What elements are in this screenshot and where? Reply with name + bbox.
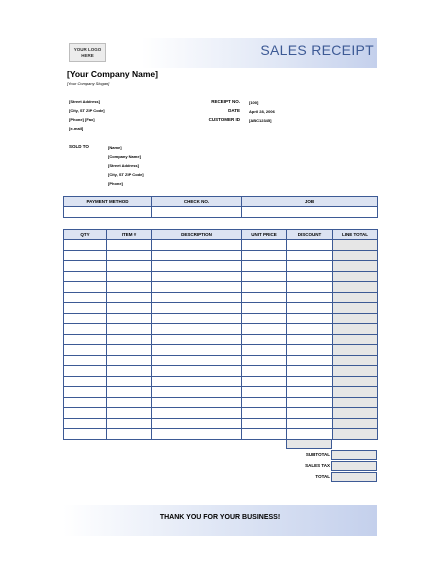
- description-cell[interactable]: [152, 366, 242, 377]
- table-row: [64, 261, 378, 272]
- unit-price-cell[interactable]: [242, 429, 287, 440]
- unit-price-cell[interactable]: [242, 324, 287, 335]
- payment-method-cell[interactable]: [64, 207, 152, 218]
- table-row: [64, 376, 378, 387]
- qty-cell[interactable]: [64, 313, 107, 324]
- item-number-cell[interactable]: [107, 376, 152, 387]
- item-number-cell[interactable]: [107, 387, 152, 398]
- item-number-cell[interactable]: [107, 334, 152, 345]
- item-number-cell[interactable]: [107, 429, 152, 440]
- item-number-cell[interactable]: [107, 250, 152, 261]
- discount-cell[interactable]: [287, 334, 333, 345]
- line-total-cell[interactable]: [333, 355, 378, 366]
- payment-header-row: [64, 197, 378, 207]
- description-cell[interactable]: [152, 324, 242, 335]
- qty-cell[interactable]: [64, 376, 107, 387]
- qty-cell[interactable]: [64, 303, 107, 314]
- sold-to-company: [Company Name]: [108, 154, 141, 159]
- discount-cell[interactable]: [287, 324, 333, 335]
- item-number-cell[interactable]: [107, 418, 152, 429]
- unit-price-cell[interactable]: [242, 271, 287, 282]
- line-total-cell[interactable]: [333, 313, 378, 324]
- date-value: April 28, 2006: [249, 108, 275, 114]
- sold-to-street: [Street Address]: [108, 163, 139, 168]
- item-number-cell[interactable]: [107, 355, 152, 366]
- line-total-cell[interactable]: [333, 334, 378, 345]
- unit-price-cell[interactable]: [242, 250, 287, 261]
- discount-cell[interactable]: [287, 408, 333, 419]
- discount-cell[interactable]: [287, 418, 333, 429]
- unit-price-cell[interactable]: [242, 408, 287, 419]
- table-row: [64, 355, 378, 366]
- thank-you-message: THANK YOU FOR YOUR BUSINESS!: [159, 514, 281, 521]
- item-number-cell[interactable]: [107, 324, 152, 335]
- description-cell[interactable]: [152, 397, 242, 408]
- description-cell[interactable]: [152, 408, 242, 419]
- company-slogan: [Your Company Slogan]: [67, 81, 110, 86]
- check-no-cell[interactable]: [152, 207, 242, 218]
- discount-cell[interactable]: [287, 366, 333, 377]
- qty-cell[interactable]: [64, 429, 107, 440]
- line-total-cell[interactable]: [333, 397, 378, 408]
- page-title: SALES RECEIPT: [260, 42, 374, 58]
- item-number-cell[interactable]: [107, 261, 152, 272]
- description-cell[interactable]: [152, 313, 242, 324]
- qty-cell[interactable]: [64, 292, 107, 303]
- description-cell[interactable]: [152, 429, 242, 440]
- table-row: [64, 324, 378, 335]
- discount-cell[interactable]: [287, 282, 333, 293]
- qty-cell[interactable]: [64, 334, 107, 345]
- items-header-row: [64, 230, 378, 240]
- description-cell[interactable]: [152, 334, 242, 345]
- company-city: [City, ST ZIP Code]: [69, 108, 105, 113]
- qty-cell[interactable]: [64, 240, 107, 251]
- unit-price-cell[interactable]: [242, 418, 287, 429]
- description-cell[interactable]: [152, 376, 242, 387]
- job-cell[interactable]: [242, 207, 378, 218]
- job-header: JOB: [242, 197, 378, 207]
- sold-to-label: SOLD TO: [69, 144, 89, 149]
- description-cell[interactable]: [152, 418, 242, 429]
- payment-row: [64, 207, 378, 218]
- description-cell[interactable]: [152, 292, 242, 303]
- description-cell[interactable]: [152, 250, 242, 261]
- discount-header: DISCOUNT: [287, 230, 333, 240]
- qty-cell[interactable]: [64, 408, 107, 419]
- discount-cell[interactable]: [287, 271, 333, 282]
- line-total-cell[interactable]: [333, 303, 378, 314]
- description-cell[interactable]: [152, 345, 242, 356]
- item-number-cell[interactable]: [107, 282, 152, 293]
- date-label: DATE: [228, 108, 240, 113]
- sold-to-phone: [Phone]: [108, 181, 123, 186]
- discount-cell[interactable]: [287, 429, 333, 440]
- line-total-cell[interactable]: [333, 366, 378, 377]
- unit-price-cell[interactable]: [242, 292, 287, 303]
- unit-price-cell[interactable]: [242, 397, 287, 408]
- receipt-no-value: [100]: [249, 99, 259, 105]
- discount-cell[interactable]: [287, 355, 333, 366]
- table-row: [64, 387, 378, 398]
- unit-price-cell[interactable]: [242, 313, 287, 324]
- discount-cell[interactable]: [287, 303, 333, 314]
- table-row: [64, 313, 378, 324]
- company-street: [Street Address]: [69, 99, 100, 104]
- company-name: [Your Company Name]: [67, 69, 158, 79]
- unit-price-cell[interactable]: [242, 334, 287, 345]
- unit-price-cell[interactable]: [242, 261, 287, 272]
- payment-table: [63, 196, 378, 218]
- payment-method-header: PAYMENT METHOD: [64, 197, 152, 207]
- line-total-cell[interactable]: [333, 376, 378, 387]
- description-cell[interactable]: [152, 303, 242, 314]
- unit-price-header: UNIT PRICE: [242, 230, 287, 240]
- discount-cell[interactable]: [287, 313, 333, 324]
- table-row: [64, 345, 378, 356]
- description-cell[interactable]: [152, 240, 242, 251]
- total-label: TOTAL: [315, 474, 330, 479]
- item-number-cell[interactable]: [107, 240, 152, 251]
- qty-cell[interactable]: [64, 397, 107, 408]
- unit-price-cell[interactable]: [242, 376, 287, 387]
- unit-price-cell[interactable]: [242, 387, 287, 398]
- line-total-cell[interactable]: [333, 282, 378, 293]
- sales-tax-value[interactable]: [331, 461, 377, 471]
- unit-price-cell[interactable]: [242, 282, 287, 293]
- line-total-cell[interactable]: [333, 324, 378, 335]
- qty-cell[interactable]: [64, 282, 107, 293]
- line-total-cell[interactable]: [333, 292, 378, 303]
- line-total-cell[interactable]: [333, 408, 378, 419]
- receipt-no-label: RECEIPT NO.: [211, 99, 240, 104]
- qty-cell[interactable]: [64, 355, 107, 366]
- qty-header: QTY: [64, 230, 107, 240]
- line-total-cell[interactable]: [333, 240, 378, 251]
- unit-price-cell[interactable]: [242, 355, 287, 366]
- item-number-cell[interactable]: [107, 292, 152, 303]
- discount-cell[interactable]: [287, 376, 333, 387]
- customer-id-label: CUSTOMER ID: [208, 117, 240, 122]
- company-phone: [Phone] [Fax]: [69, 117, 95, 122]
- total-value[interactable]: [331, 472, 377, 482]
- subtotal-label: SUBTOTAL: [305, 452, 330, 457]
- line-total-cell[interactable]: [333, 418, 378, 429]
- description-cell[interactable]: [152, 355, 242, 366]
- unit-price-cell[interactable]: [242, 366, 287, 377]
- description-cell[interactable]: [152, 261, 242, 272]
- table-row: [64, 250, 378, 261]
- table-row: [64, 397, 378, 408]
- items-table: [63, 229, 378, 440]
- company-email: [e-mail]: [69, 126, 84, 131]
- description-cell[interactable]: [152, 387, 242, 398]
- table-row: [64, 408, 378, 419]
- item-number-cell[interactable]: [107, 345, 152, 356]
- qty-cell[interactable]: [64, 271, 107, 282]
- line-total-header: LINE TOTAL: [333, 230, 378, 240]
- line-total-cell[interactable]: [333, 429, 378, 440]
- discount-cell[interactable]: [287, 261, 333, 272]
- check-no-header: CHECK NO.: [152, 197, 242, 207]
- qty-cell[interactable]: [64, 387, 107, 398]
- item-number-cell[interactable]: [107, 303, 152, 314]
- item-number-header: ITEM #: [107, 230, 152, 240]
- qty-cell[interactable]: [64, 366, 107, 377]
- qty-cell[interactable]: [64, 250, 107, 261]
- table-row: [64, 429, 378, 440]
- unit-price-cell[interactable]: [242, 303, 287, 314]
- table-row: [64, 271, 378, 282]
- sold-to-city: [City, ST ZIP Code]: [108, 172, 144, 177]
- table-row: [64, 418, 378, 429]
- line-total-cell[interactable]: [333, 261, 378, 272]
- table-row: [64, 282, 378, 293]
- sold-to-name: [Name]: [108, 145, 122, 150]
- subtotal-value[interactable]: [331, 450, 377, 460]
- discount-cell[interactable]: [287, 397, 333, 408]
- item-number-cell[interactable]: [107, 313, 152, 324]
- item-number-cell[interactable]: [107, 397, 152, 408]
- unit-price-cell[interactable]: [242, 240, 287, 251]
- qty-cell[interactable]: [64, 418, 107, 429]
- discount-cell[interactable]: [287, 292, 333, 303]
- sales-tax-label: SALES TAX: [305, 463, 330, 468]
- table-row: [64, 334, 378, 345]
- line-total-cell[interactable]: [333, 387, 378, 398]
- line-total-cell[interactable]: [333, 345, 378, 356]
- table-row: [64, 303, 378, 314]
- logo-placeholder: YOUR LOGO HERE: [69, 43, 106, 62]
- description-cell[interactable]: [152, 282, 242, 293]
- item-number-cell[interactable]: [107, 366, 152, 377]
- discount-cell[interactable]: [287, 345, 333, 356]
- customer-id-value: [ABC12345]: [249, 117, 272, 123]
- discount-cell[interactable]: [287, 250, 333, 261]
- description-cell[interactable]: [152, 271, 242, 282]
- line-total-cell[interactable]: [333, 250, 378, 261]
- qty-cell[interactable]: [64, 261, 107, 272]
- unit-price-cell[interactable]: [242, 345, 287, 356]
- item-number-cell[interactable]: [107, 271, 152, 282]
- table-row: [64, 366, 378, 377]
- qty-cell[interactable]: [64, 324, 107, 335]
- total-discount-value[interactable]: [286, 439, 332, 449]
- line-total-cell[interactable]: [333, 271, 378, 282]
- table-row: [64, 292, 378, 303]
- item-number-cell[interactable]: [107, 408, 152, 419]
- description-header: DESCRIPTION: [152, 230, 242, 240]
- qty-cell[interactable]: [64, 345, 107, 356]
- discount-cell[interactable]: [287, 387, 333, 398]
- table-row: [64, 240, 378, 251]
- discount-cell[interactable]: [287, 240, 333, 251]
